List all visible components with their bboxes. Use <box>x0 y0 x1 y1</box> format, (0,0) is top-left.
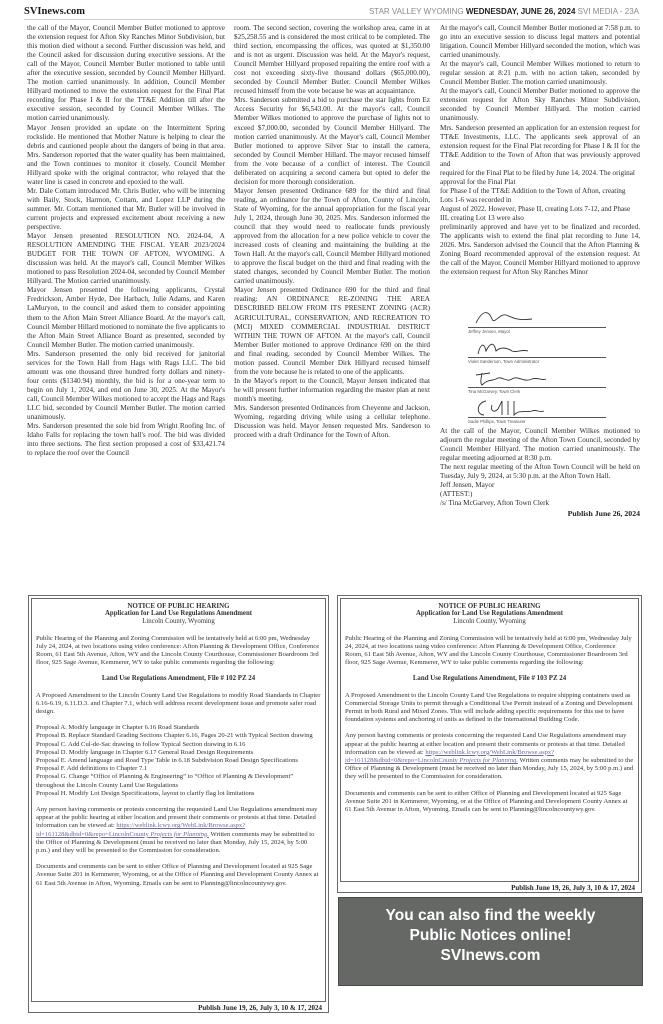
signature-scribble-icon <box>472 367 562 387</box>
paragraph: for Phase I of the TT&E Addition to the Town of Afton, creating Lots 1-6 was recorded in <box>440 186 626 204</box>
paragraph: At the mayor's call, Council Member Wilkes motioned to return to regular session at 8:21 p.m. with no action taken, seconded by Council Member Butler. The motion carried unanimously. <box>440 60 640 87</box>
paragraph: Mrs. Sanderson presented the sole bid from Wright Roofing Inc. of Idaho Falls for replacing the town hall's roof. The bid was divided into three sections. The first section proposed a cost of $33,421.74 to replace the roof over the Council <box>27 422 225 458</box>
paragraph: preliminarily approved and have yet to be finalized and recorded. The applicants wish to extend the final plat recording to June 14, 2026. Mrs. Sanderson advised the Council that the Afton Planning & Zoning Board recommended approval of the extension request. At the call of the Mayor, Council Member Hillyard motioned to approve the extension request for Afton Sky Ranches Minor <box>440 223 640 277</box>
paragraph: At the call of the Mayor, Council Member Wilkes motioned to adjourn the regular meeting of the Afton Town Council, seconded by Council Member Hillyard. The motion carried unanimously. The regular meeting adjourned at 8:30 p.m. <box>440 427 640 463</box>
online-notices-promo[interactable] <box>338 897 643 986</box>
signature-treasurer <box>468 397 606 418</box>
signature-name: Jeffrey Jensen, Mayor <box>468 329 511 335</box>
publish-dates: Publish June 19, 26, July 3, 10 & 17, 2024 <box>198 1003 322 1012</box>
minutes-column-2 <box>234 24 430 440</box>
notice-intro: Public Hearing of the Planning and Zoning Commission will be tentatively held at 6:00 pm, Wednesday July 24, 2024, at two locations using video conference: Afton Planning & Development Office, Conference Room, 61 East 5th Avenue, Afton, WY and the Lincoln County Courthouse, Commissioner Boardroom 3rd floor, 925 Sage Avenue, Kemmerer, WY to take public comments regarding the following: <box>36 634 320 667</box>
proposal-item: Proposal B. Replace Standard Grading Sections Chapter 6.16, Pages 20-21 with Typical Section drawing <box>36 732 313 740</box>
signature-name: Violet Sanderson, Town Administrator <box>468 359 540 365</box>
notice-location: Lincoln County, Wyoming <box>142 618 215 626</box>
notice-public-hearing-103 <box>337 595 642 893</box>
notice-comments <box>36 806 321 855</box>
link-url[interactable]: https://weblink.lcwy.org/WebLink/Browse.aspx?id=161128&dbid=0&repo=LincolnCounty <box>345 748 555 765</box>
notice-comments <box>345 732 634 781</box>
paragraph: In the Mayor's report to the Council, Mayor Jensen indicated that he will present further information regarding the master plan at next month's meeting. <box>234 376 430 403</box>
paragraph: required for the Final Plat to be filed by June 14, 2024. The original approval for the Final Plat <box>440 168 635 186</box>
proposal-item: Proposal G. Change “Office of Planning & Engineering” to “Office of Planning & Development” throughout the Lincoln County Land Use Regulations <box>36 773 294 789</box>
notice-public-hearing-102 <box>28 595 329 1013</box>
notice-body <box>340 598 639 892</box>
notice-file-number: Land Use Regulations Amendment, File # 102 PZ 24 <box>101 675 256 683</box>
notice-documents: Documents and comments can be sent to either Office of Planning and Development located at 925 Sage Avenue Suite 201 in Kemmerer, Wyoming, or at the Office of Planning and Development County Annex at 61 East 5th Avenue in Afton, Wyoming. Emails can be sent to Planning@lincolncountywy.gov. <box>345 789 628 814</box>
promo-line-1: You can also find the weekly <box>385 907 596 924</box>
comments-text: Any person having comments or protests concerning the requested Land Use Regulations amendment may appear at the public hearing at either location and present their comments or protests at that time. Detailed information can be viewed at: <box>345 732 627 756</box>
paragraph: Mayor Jensen presented Ordinance 689 for the third and final reading, an ordinance for the Town of Afton, County of Lincoln, State of Wyoming, for the annual appropriation for the fiscal year July 1, 2024, through June 30, 2025. Mrs. Sanderson informed the council that they would need to reallocate funds previously approved from the allocation for a new police vehicle to cover the increased costs of cleaning and maintaining the building at the Town Hall. At the mayor's call, Council Member Hillyard motioned to approve the fiscal budget on the third and final reading with the stated changes, seconded by Council Member Butler. The motion carried unanimously. <box>234 186 430 286</box>
paragraph: Mayor Jensen provided an update on the Intermittent Spring rockslide. He mentioned that Mother Nature is helping to clear the debris and cautioned people about the dangers of being in that area. Mrs. Sanderson reported that the water quality has been maintained, and the Town continues to monitor it closely. Council Member Hillyard spoke with the original contractor, who relayed that the water line is cased in concrete and epoxied to the wall. <box>27 123 225 186</box>
signature-clerk <box>468 367 606 388</box>
notice-body <box>31 598 326 1012</box>
signature-name: Tina McGarvey, Town Clerk <box>468 389 521 395</box>
minutes-column-3 <box>440 24 640 519</box>
paragraph: Mrs. Sanderson presented Ordinances from Cheyenne and Jackson, Wyoming, regarding driving while using a cellular telephone. Discussion was held. Mayor Jensen requested Mrs. Sanderson to proceed with a draft Ordinance for the Town of Afton. <box>234 403 430 440</box>
paragraph: At the mayor's call, Council Member Butler motioned at 7:58 p.m. to go into an executive session to discuss legal matters and potential litigation. Council Member Hillyard seconded the motion, which was carried unanimously. <box>440 24 640 60</box>
paragraph: Mayor Jensen presented Ordinance 690 for the third and final reading: AN ORDINANCE RE-ZONING THE AREA DESCRIBED BELOW FROM ITS PRESENT ZONING (ACR) AGRICULTURAL, CONSERVATION, AND RECREATION TO (MCI) MIXED COMMERCIAL INDUSTRIAL DISTRICT WITHIN THE TOWN OF AFTON. At the mayor's call, Council Member Butler motioned to approve Ordinance 690 on the third and final reading, seconded by Council Member Wilkes. The motion passed. Council Member Dirk Hillyard recused himself from the vote because he is related to one of the applicants. <box>234 286 430 376</box>
link-italic[interactable]: Projects for Planning. <box>459 757 518 765</box>
notice-documents: Documents and comments can be sent to either Office of Planning and Development located at 925 Sage Avenue Suite 201 in Kemmerer, Wyoming, or at the Office of Planning and Development County Annex at 61 East 5th Avenue in Afton, Wyoming. Emails can be sent to Planning@lincolncountywy.gov. <box>36 863 319 887</box>
notice-subtitle: Application for Land Use Regulations Amendment <box>105 610 252 618</box>
proposal-item: Proposal F. Add definitions to Chapter 7.1 <box>36 765 148 773</box>
paragraph: Mr. Dale Cottam introduced Mr. Chris Butler, who will be interning with Baily, Stock, Harmon, Cottam, and Lopez LLP during the summer. Mr. Cottam mentioned that Mr. Butler will be involved in current projects and expressed excitement about receiving a new perspective. <box>27 186 225 232</box>
notice-file-number: Land Use Regulations Amendment, File # 103 PZ 24 <box>412 675 567 683</box>
signature-scribble-icon <box>472 337 562 357</box>
publish-date: Publish June 26, 2024 <box>567 509 640 519</box>
notice-intro: Public Hearing of the Planning and Zoning Commission will be tentatively held at 6:00 pm, Wednesday July 24, 2024, at two locations using video conference: Afton Planning & Development Office, Conference Room, 61 East 5th Avenue, Afton, WY and the Lincoln County Courthouse, Commissioner Boardroom 3rd floor, 925 Sage Avenue, Kemmerer, WY to take public comments regarding the following: <box>345 634 632 667</box>
link-italic[interactable]: Projects for Planning. <box>150 830 209 838</box>
masthead-info <box>369 7 639 16</box>
promo-line-2: Public Notices online! <box>409 927 572 944</box>
issue-date: WEDNESDAY, JUNE 26, 2024 <box>465 7 576 16</box>
paragraph: the call of the Mayor, Council Member Butler motioned to approve the extension request for Afton Sky Ranches Minor Subdivision, but this motion died without a second. Further discussion was held, and the Council asked for discussion during executive sessions. At the call of the Mayor, Council Member Butler motioned to table until after the executive session, seconded by Council Member Hillyard. The motion carried unanimously. In addition, Council Member Hillyard motioned to move the extension request for the Final Plat recording for Phase I & II for the TT&E Addition till after the executive session, seconded by Council Member Wilkes. The motion carried unanimously. <box>27 24 225 123</box>
minutes-column-1 <box>27 24 225 458</box>
proposal-item: Proposal D. Modify language in Chapter 6.17 General Road Design Requirements <box>36 748 254 756</box>
promo-site-link[interactable]: SVInews.com <box>440 947 541 964</box>
proposal-item: Proposal A. Modify language in Chapter 6.16 Road Standards <box>36 724 200 732</box>
paragraph: Mayor Jensen presented RESOLUTION NO. 2024-04, A RESOLUTION AMENDING THE FISCAL YEAR 2023/2024 BUDGET FOR THE TOWN OF AFTON, WYOMING. A discussion was held. At the mayor's call, Council Member Wilkes motioned to pass Resolution 2024-04, seconded by Council Member Hillyard. The Motion carried unanimously. <box>27 232 225 286</box>
paragraph: Mrs. Sanderson presented the only bid received for janitorial services for the Town Hall from Hags with Rags LLC. The bid amount was one thousand three hundred forty dollars and ninety-four cents ($1340.94) monthly, the bid is for a one-year term to begin on July 1, 2024, and end on June 30, 2025. At the Mayor's call, Council Member Wilkes motioned to accept the Hags and Rags LLC bid, seconded by Council Member Butler. The motion carried unanimously. <box>27 349 225 422</box>
paragraph: The next regular meeting of the Afton Town Council will be held on Tuesday, July 9, 2024, at 5:30 p.m. at the Afton Town Hall. <box>440 463 640 481</box>
site-name[interactable]: SVInews.com <box>24 6 85 17</box>
signoff-clerk: /s/ Tina McGarvey, Afton Town Clerk <box>440 499 550 508</box>
notice-subtitle: Application for Land Use Regulations Amendment <box>416 610 563 618</box>
paragraph: August of 2022. However, Phase II, creating Lots 7-12, and Phase III, creating Lot 13 were also <box>440 204 631 222</box>
proposal-item: Proposal E. Amend language and Road Type Table in 6.18 Subdivision Road Design Specifications <box>36 757 298 765</box>
notice-location: Lincoln County, Wyoming <box>453 618 526 626</box>
comments-deadline: Written comments may be submitted to the Office of Planning & Development (must be received no later than Monday, July 15, 2024, by 5:00 p.m.) and they will be presented to the Commission for consideration. <box>345 757 634 781</box>
proposal-list <box>36 724 321 798</box>
notice-description: A Proposed Amendment to the Lincoln County Land Use Regulations to modify Road Standards in Chapter 6.16-6.19, 6.11.D.3. and Chapter 7.1, which will address recent development issue and promote safer road design. <box>36 691 321 716</box>
notice-description: A Proposed Amendment to the Lincoln County Land Use Regulations to require shipping containers used as Commercial Storage Units to permit through a Conditional Use Permit instead of a Zoning and Development Permit in both Rural and Mixed Zones. This will include adding specific requirements for this use to have foundation systems and anchoring of units as defined in the International Building Code. <box>345 691 633 724</box>
signature-scribble-icon <box>472 307 562 327</box>
paragraph: Mrs. Sanderson presented an application for an extension request for TT&E Investments, LLC. The applicants seek approval of an extension request for the Final Plat recording for Phase I & II for the TT&E Addition to the Town of Afton that was previously approved and <box>440 123 640 168</box>
signature-name: Sadie Phillips, Town Treasurer <box>468 419 526 425</box>
comments-text: Any person having comments or protests concerning the requested Land Use Regulations amendment may appear at the public hearing at either location and present their comments or protests at that time. Detailed information can be viewed at: <box>36 806 318 830</box>
signoff-mayor: Jeff Jensen, Mayor <box>440 481 495 490</box>
signoff-attest: (ATTEST:) <box>440 490 473 499</box>
proposal-item: Proposal C. Add Cul-de-Sac drawing to follow Typical Section drawing in 6.16 <box>36 740 246 748</box>
signature-block <box>468 307 606 425</box>
notice-title: NOTICE OF PUBLIC HEARING <box>438 602 541 610</box>
publish-dates: Publish June 19, 26, July 3, 10 & 17, 2024 <box>511 883 635 892</box>
signature-scribble-icon <box>472 397 562 417</box>
notice-title: NOTICE OF PUBLIC HEARING <box>127 602 230 610</box>
page-label: SVI MEDIA - 23A <box>577 7 639 16</box>
signature-administrator <box>468 337 606 358</box>
paragraph: Mrs. Sanderson submitted a bid to purchase the star lights from Ez Access Security for $6,543.00. At the mayor's call, Council Member Wilkes motioned to approve the purchase of lights not to exceed $7,000.00, seconded by Council Member Hillyard. The motion carried unanimously. At the Mayor's call, Council Member Butler motioned to approve Silver Star to install the camera, seconded by Council Member Hillard. The mayor recused himself from the vote because of a conflict of interest. The Council deliberated on acquiring a second camera but opted to defer the decision for more thorough consideration. <box>234 96 430 186</box>
paragraph: At the mayor's call, Council Member Butler motioned to approve the extension request for Afton Sky Ranches Minor Subdivision, seconded by Council Member Hillyard. The motion carried unanimously. <box>440 87 640 123</box>
paragraph: room. The second section, covering the workshop area, came in at $25,258.55 and is considered the most critical to be completed. The third section, encompassing the offices, was quoted at $1,350.00 and is not as urgent. Discussion was held. At the Mayor's request, Council Member Hillyard proposed repairing the entire roof with a cost not exceeding sixty-five thousand dollars ($65,000.00), seconded by Council Member Butler. Council Member Wilkes recused himself from the vote because he was an acquaintance. <box>234 24 430 96</box>
paragraph: Mayor Jensen presented the following applicants, Crystal Fredrickson, Amber Hyde, Dee Harbach, Julie Adams, and Karen LaMuryon, to the council and asked them to consider appointing them to the Afton Main Street Alliance Board. At the mayor's call, Council Member Hillard motioned to nominate the five applicants to the Afton Main Street Alliance Board as presented, seconded by Council Member Butler. The motion carried unanimously. <box>27 286 225 349</box>
signature-mayor <box>468 307 606 328</box>
section-name: STAR VALLEY WYOMING <box>368 7 464 16</box>
masthead <box>24 6 639 20</box>
comments-deadline: Written comments may be submitted to the Office of Planning & Development (must be received no later than Monday, July 15, 2024, by 5:00 p.m.) and they will be presented to the Commission for consideration. <box>36 830 315 855</box>
link-url[interactable]: https://weblink.lcwy.org/WebLink/Browse.aspx?id=161128&dbid=0&repo=LincolnCounty <box>36 822 246 838</box>
proposal-item: Proposal H. Modify Lot Design Specifications, layout to clarify flag lot limitations <box>36 789 255 797</box>
